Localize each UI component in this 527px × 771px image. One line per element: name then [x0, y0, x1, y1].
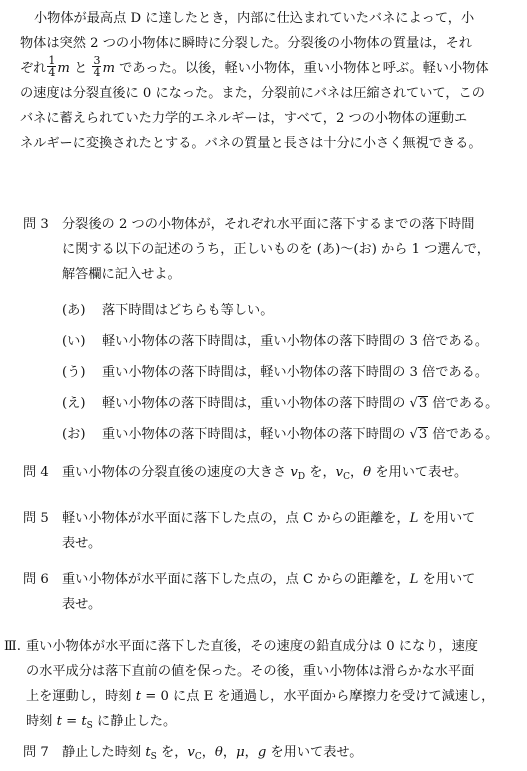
intro-line-5: バネに蓄えられていた力学的エネルギーは，すべて，2 つの小物体の運動エ	[20, 111, 468, 126]
question-3-line-3: 解答欄に記入せよ。	[62, 267, 181, 282]
question-5-text: 軽い小物体が水平面に落下した点の，点 C からの距離を，	[62, 511, 410, 526]
question-6-text-b: を用いて	[418, 572, 476, 587]
choice-label: (お)	[62, 427, 86, 442]
question-7-text-b: を，	[156, 745, 188, 760]
question-6-body	[62, 567, 512, 617]
fraction-denominator: 4	[48, 66, 56, 79]
question-5-line-1	[62, 506, 512, 531]
question-7-text: 静止した時刻	[62, 745, 146, 760]
intro-line-6: ネルギーに変換されたとする。バネの質量と長さは十分に小さく無視できる。	[20, 136, 482, 151]
question-7-label: 問 7	[23, 745, 49, 760]
fraction-numerator: 1	[48, 54, 56, 67]
question-7-text-e: ，	[244, 745, 258, 760]
choice-o	[62, 422, 498, 447]
section-3-line-4-text-b: に静止した。	[92, 714, 177, 729]
section-3-line-3-text: 上を運動し，時刻	[26, 689, 136, 704]
subscript-s: S	[86, 721, 93, 731]
question-3-label: 問 3	[23, 217, 49, 232]
time-symbol: t	[145, 745, 151, 760]
choice-text: 落下時間はどちらも等しい。	[102, 303, 274, 318]
question-6-label: 問 6	[23, 572, 49, 587]
question-4-text-d: を用いて表せ。	[371, 465, 468, 480]
choice-text: 軽い小物体の落下時間は，重い小物体の落下時間の 3 倍である。	[102, 334, 489, 349]
time-symbol: t	[81, 714, 87, 729]
choice-a	[62, 298, 273, 323]
choice-label: (う)	[62, 365, 86, 380]
question-5-body	[62, 506, 512, 556]
question-6-line-1	[62, 567, 512, 592]
velocity-symbol: v	[187, 745, 195, 760]
section-3-paragraph	[26, 634, 512, 734]
length-symbol: L	[409, 511, 419, 526]
section-3-line-3-text-b: = 0 に点 E を通過し，水平面から摩擦力を受けて減速し，	[141, 689, 495, 704]
question-4-label: 問 4	[23, 465, 49, 480]
equals-sign: =	[61, 714, 82, 729]
section-3-line-3	[26, 684, 512, 709]
subscript-s: S	[150, 752, 157, 762]
mass-symbol: m	[57, 61, 70, 76]
question-4-text-b: を，	[305, 465, 336, 480]
intro-line-2: 物体は突然 2 つの小物体に瞬時に分裂した。分裂後の小物体の質量は，それ	[20, 36, 472, 51]
question-7-text-c: ，	[201, 745, 215, 760]
choice-i	[62, 329, 488, 354]
time-symbol: t	[135, 689, 142, 704]
sqrt-symbol: √	[409, 396, 418, 411]
choice-u	[62, 360, 488, 385]
choice-text: 軽い小物体の落下時間は，重い小物体の落下時間の	[102, 396, 410, 411]
choice-text-end: 倍である。	[428, 396, 499, 411]
theta-symbol: θ	[214, 745, 223, 760]
section-3-line-1: 重い小物体が水平面に落下した直後，その速度の鉛直成分は 0 になり，速度	[26, 639, 478, 654]
mu-symbol: μ	[236, 745, 245, 760]
choice-e	[62, 391, 498, 416]
intro-paragraph	[20, 6, 510, 156]
intro-line-3-suffix: であった。以後，軽い小物体，重い小物体と呼ぶ。軽い小物体	[114, 61, 489, 76]
sqrt-symbol: √	[409, 427, 418, 442]
question-5-label: 問 5	[23, 511, 49, 526]
fraction-numerator: 3	[93, 54, 101, 67]
question-3-body	[62, 212, 512, 287]
subscript-c: C	[194, 752, 202, 762]
question-7-body	[62, 740, 512, 770]
sqrt-argument: 3	[418, 396, 428, 411]
intro-line-3-and: と	[69, 61, 92, 76]
gravity-symbol: g	[257, 745, 267, 760]
fraction-one-quarter	[47, 55, 56, 78]
section-3-line-2: の水平成分は落下直前の値を保った。その後，重い小物体は滑らかな水平面	[26, 664, 475, 679]
question-4-body	[62, 460, 512, 490]
question-7-text-f: を用いて表せ。	[266, 745, 363, 760]
mass-symbol: m	[102, 61, 115, 76]
question-4-text-c: ，	[349, 465, 364, 480]
time-symbol: t	[56, 714, 62, 729]
question-5-line-2: 表せ。	[62, 536, 102, 551]
intro-line-4: の速度は分裂直後に 0 になった。また，分裂前にバネは圧縮されていて，この	[20, 86, 485, 101]
intro-line-1: 小物体が最高点 D に達したとき，内部に仕込まれていたバネによって，小	[34, 11, 475, 26]
question-7-text-d: ，	[222, 745, 237, 760]
subscript-d: D	[297, 472, 306, 482]
fraction-denominator: 4	[93, 66, 101, 79]
velocity-symbol: v	[290, 465, 298, 480]
section-3-line-4	[26, 709, 512, 734]
question-5-text-b: を用いて	[418, 511, 476, 526]
question-4-text: 重い小物体の分裂直後の速度の大きさ	[62, 465, 291, 480]
section-3-mark: Ⅲ.	[4, 639, 21, 654]
question-3-line-1: 分裂後の 2 つの小物体が，それぞれ水平面に落下するまでの落下時間	[62, 217, 475, 232]
velocity-symbol: v	[335, 465, 344, 480]
theta-symbol: θ	[363, 465, 372, 480]
length-symbol: L	[409, 572, 419, 587]
question-6-line-2: 表せ。	[62, 597, 102, 612]
question-6-text: 重い小物体が水平面に落下した点の，点 C からの距離を，	[62, 572, 410, 587]
choice-label: (あ)	[62, 303, 86, 318]
choice-label: (え)	[62, 396, 86, 411]
question-3-line-2: に関する以下の記述のうち，正しいものを (あ)～(お) から 1 つ選んで，	[62, 242, 490, 257]
section-3-line-4-text: 時刻	[26, 714, 57, 729]
intro-line-3	[20, 56, 510, 81]
subscript-c: C	[343, 472, 350, 482]
intro-line-3-prefix: ぞれ	[20, 61, 47, 76]
choice-text: 重い小物体の落下時間は，軽い小物体の落下時間の	[102, 427, 410, 442]
choice-text: 重い小物体の落下時間は，軽い小物体の落下時間の 3 倍である。	[102, 365, 489, 380]
fraction-three-quarters	[92, 55, 101, 78]
choice-text-end: 倍である。	[428, 427, 499, 442]
sqrt-argument: 3	[418, 427, 428, 442]
choice-label: (い)	[62, 334, 86, 349]
